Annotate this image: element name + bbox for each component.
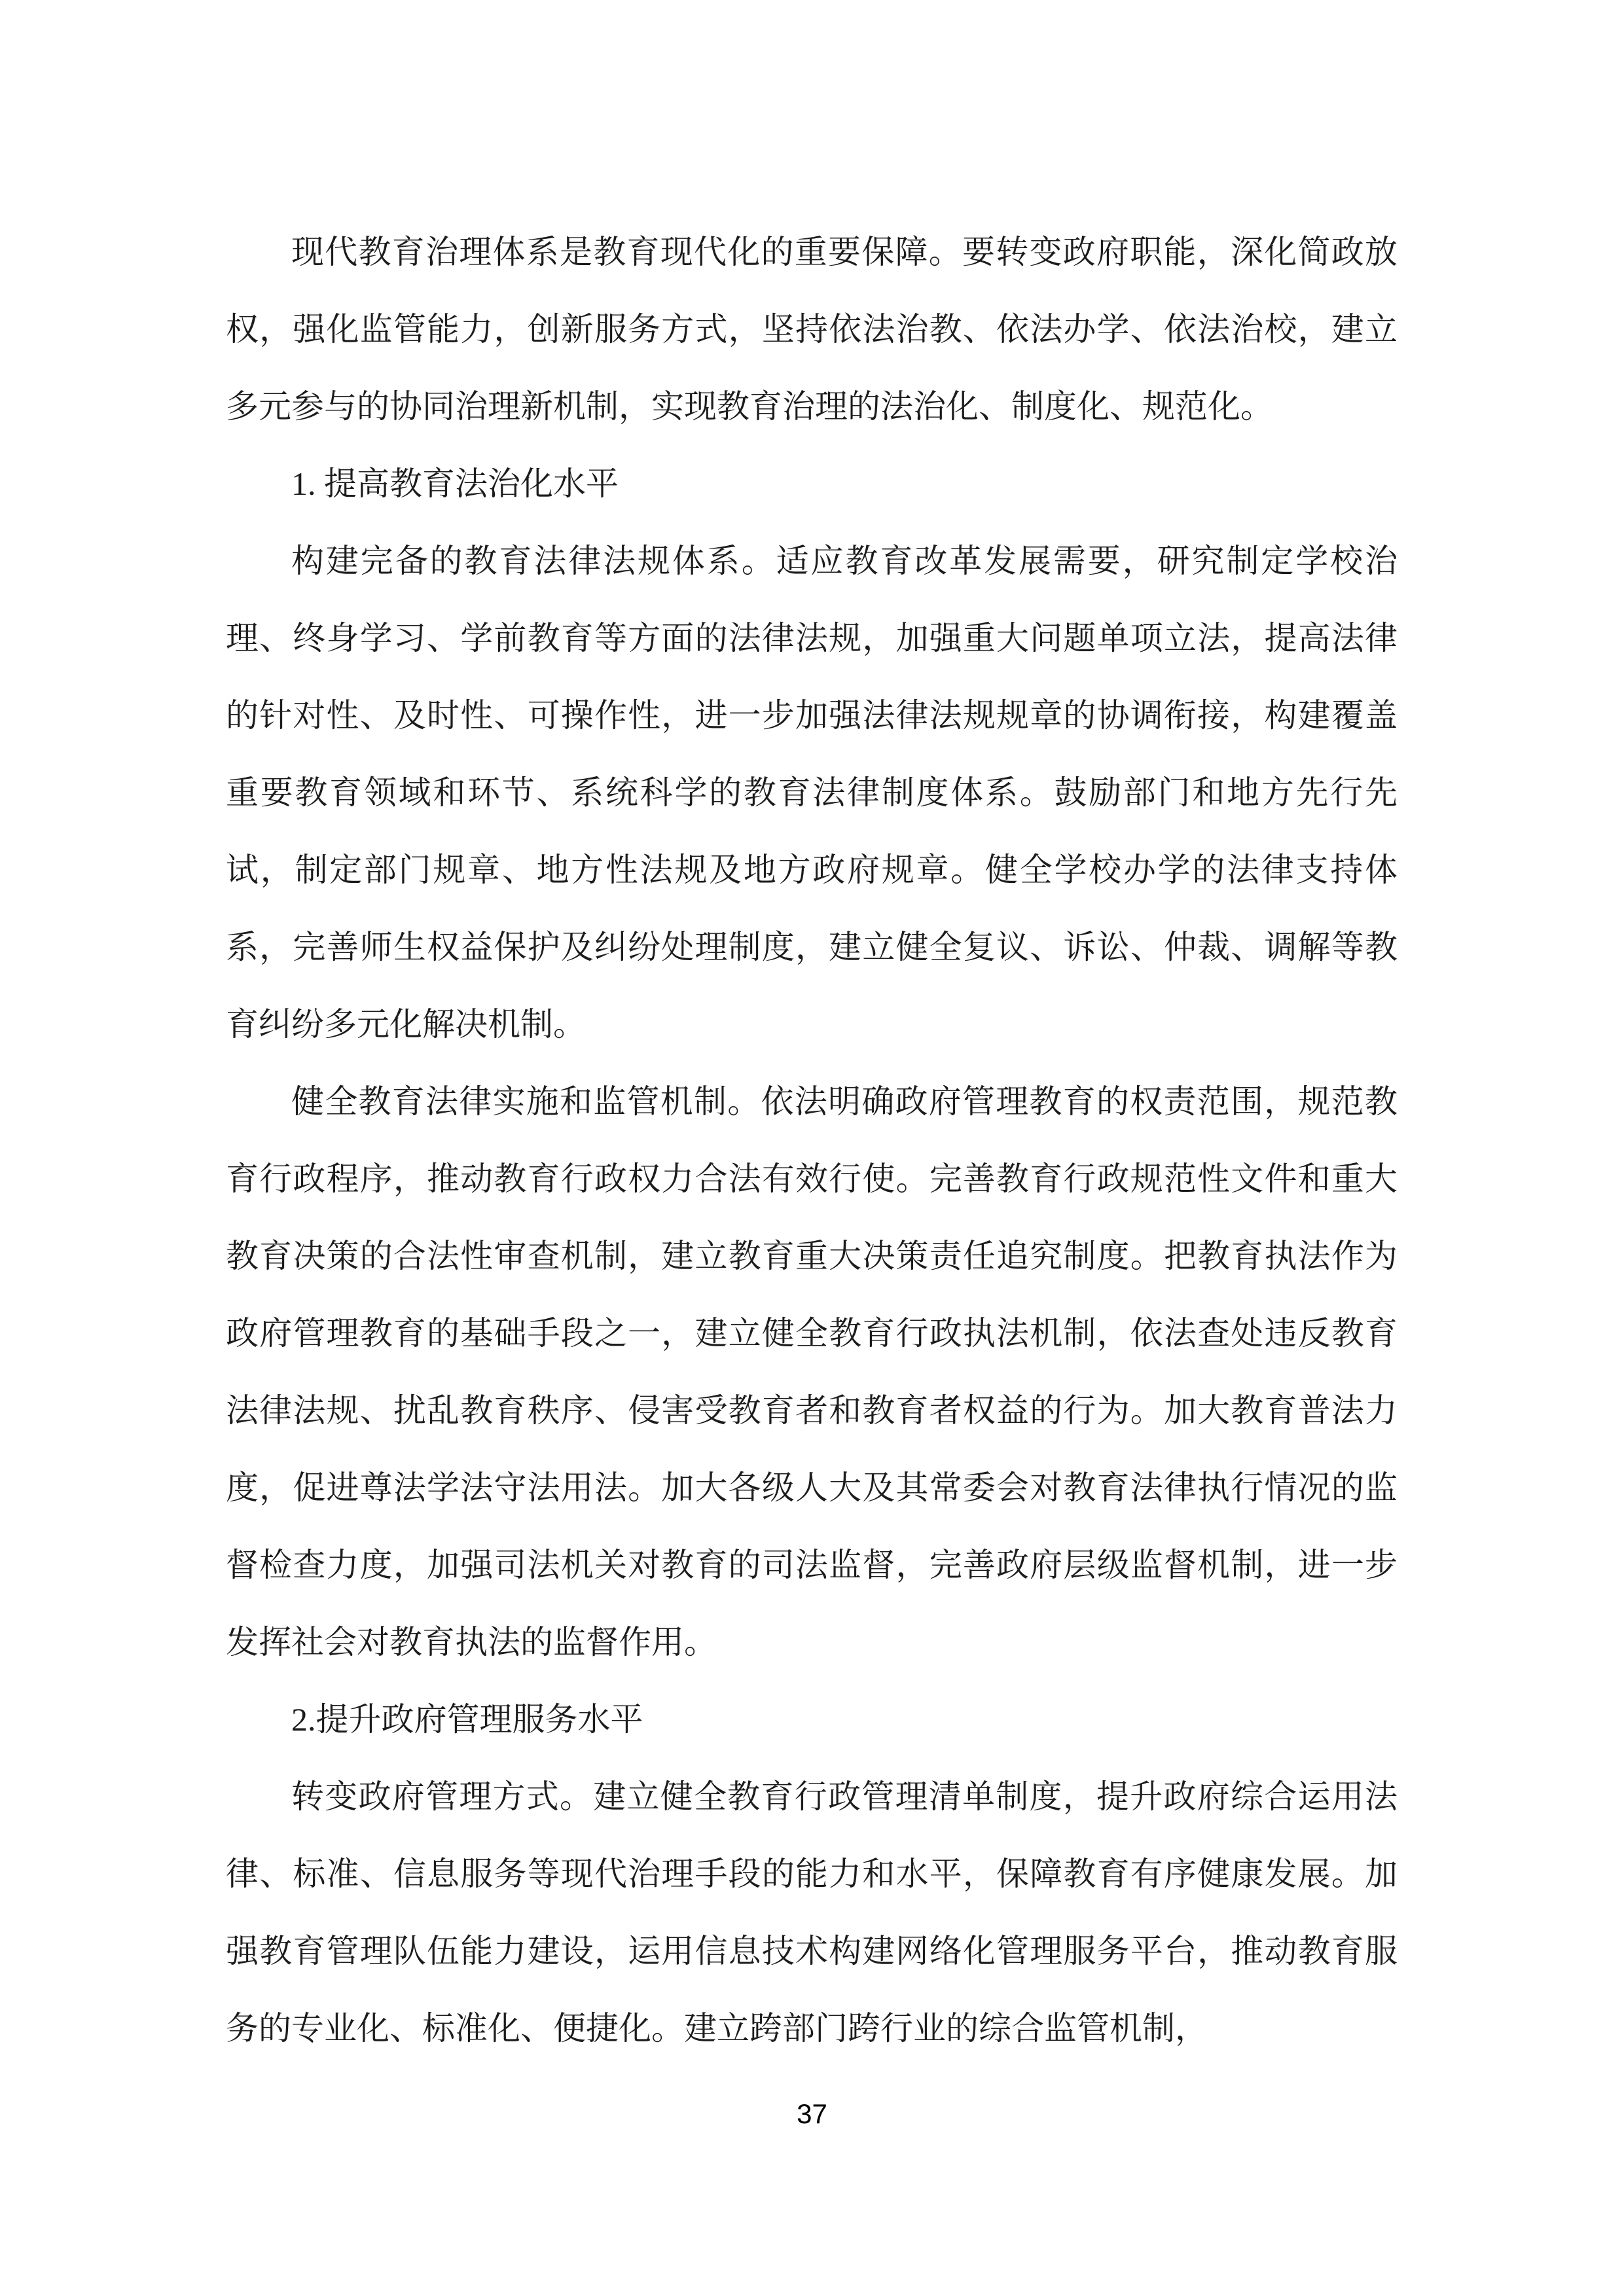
body-paragraph-1: 现代教育治理体系是教育现代化的重要保障。要转变政府职能，深化简政放权，强化监管能力，创新服务方式，坚持依法治教、依法办学、依法治校，建立多元参与的协同治理新机制，实现教育治理的法治化、制度化、规范化。: [226, 234, 1398, 425]
document-body: [226, 213, 1398, 2067]
page-footer: [0, 2098, 1624, 2130]
body-paragraph-4: 转变政府管理方式。建立健全教育行政管理清单制度，提升政府综合运用法律、标准、信息服务等现代治理手段的能力和水平，保障教育有序健康发展。加强教育管理队伍能力建设，运用信息技术构建网络化管理服务平台，推动教育服务的专业化、标准化、便捷化。建立跨部门跨行业的综合监管机制，: [226, 1778, 1398, 2047]
body-paragraph-2: 构建完备的教育法律法规体系。适应教育改革发展需要，研究制定学校治理、终身学习、学前教育等方面的法律法规，加强重大问题单项立法，提高法律的针对性、及时性、可操作性，进一步加强法律法规规章的协调衔接，构建覆盖重要教育领域和环节、系统科学的教育法律制度体系。鼓励部门和地方先行先试，制定部门规章、地方性法规及地方政府规章。健全学校办学的法律支持体系，完善师生权益保护及纠纷处理制度，建立健全复议、诉讼、仲裁、调解等教育纠纷多元化解决机制。: [226, 543, 1398, 1043]
page-number: 37: [797, 2098, 827, 2129]
section-heading-2: 2.提升政府管理服务水平: [291, 1701, 643, 1738]
body-paragraph-3: 健全教育法律实施和监管机制。依法明确政府管理教育的权责范围，规范教育行政程序，推动教育行政权力合法有效行使。完善教育行政规范性文件和重大教育决策的合法性审查机制，建立教育重大决策责任追究制度。把教育执法作为政府管理教育的基础手段之一，建立健全教育行政执法机制，依法查处违反教育法律法规、扰乱教育秩序、侵害受教育者和教育者权益的行为。加大教育普法力度，促进尊法学法守法用法。加大各级人大及其常委会对教育法律执行情况的监督检查力度，加强司法机关对教育的司法监督，完善政府层级监督机制，进一步发挥社会对教育执法的监督作用。: [226, 1083, 1398, 1660]
section-heading-1: 1. 提高教育法治化水平: [291, 465, 619, 502]
